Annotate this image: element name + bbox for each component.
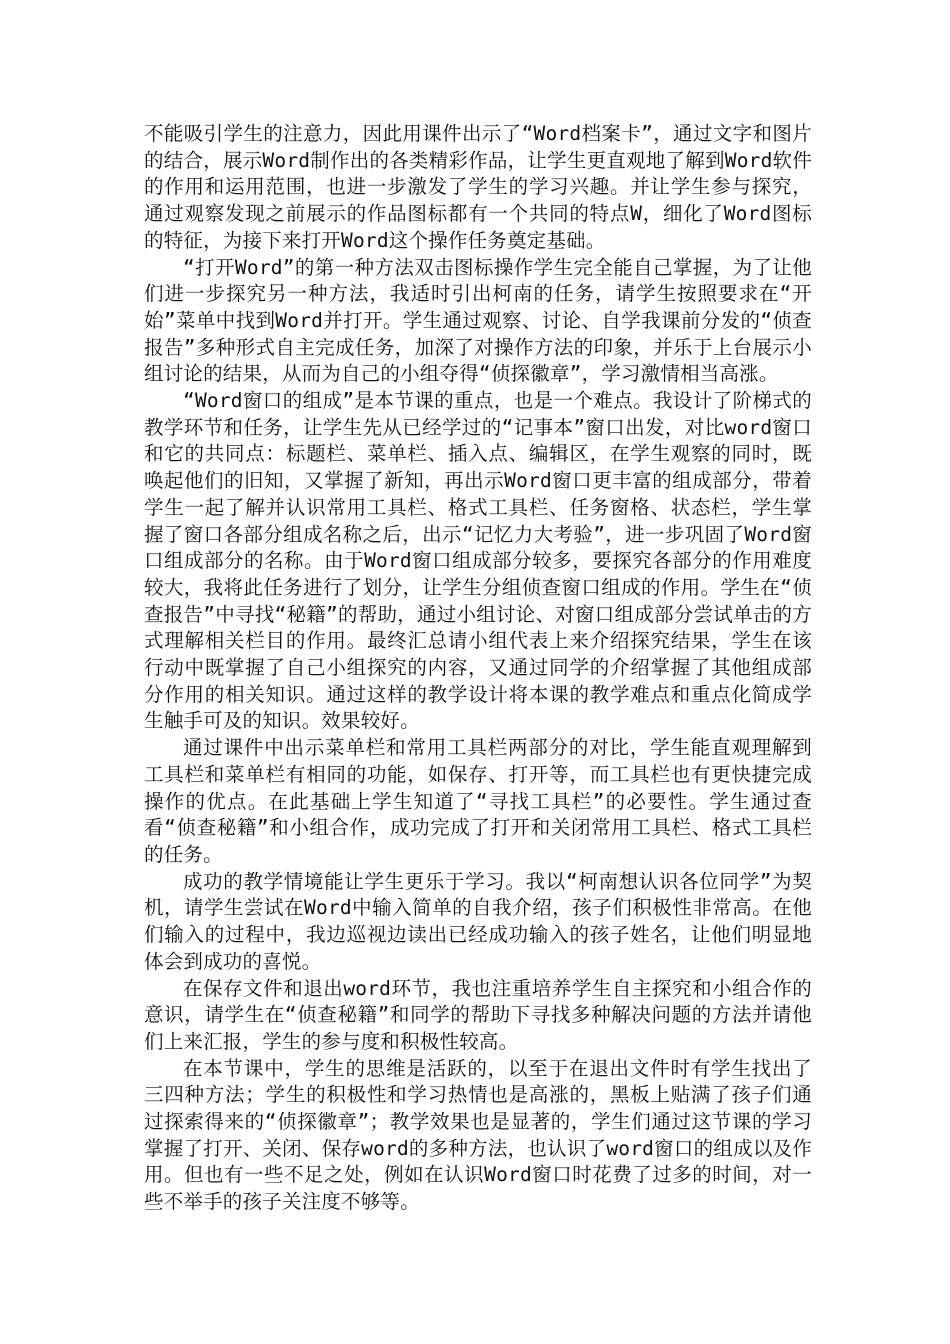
paragraph-6: 在保存文件和退出word环节，我也注重培养学生自主探究和小组合作的意识，请学生在“侦查秘籍”和同学的帮助下寻找多种解决问题的方法并请他们上来汇报，学生的参与度和积极性较高。 bbox=[144, 976, 812, 1053]
document-body bbox=[144, 121, 812, 1216]
paragraph-7: 在本节课中，学生的思维是活跃的，以至于在退出文件时有学生找出了三四种方法；学生的积极性和学习热情也是高涨的，黑板上贴满了孩子们通过探索得来的“侦探徽章”；教学效果也是显著的，学生们通过这节课的学习掌握了打开、关闭、保存word的多种方法，也认识了word窗口的组成以及作用。但也有一些不足之处，例如在认识Word窗口时花费了过多的时间，对一些不举手的孩子关注度不够等。 bbox=[144, 1056, 812, 1214]
paragraph-4: 通过课件中出示菜单栏和常用工具栏两部分的对比，学生能直观理解到工具栏和菜单栏有相同的功能，如保存、打开等，而工具栏也有更快捷完成操作的优点。在此基础上学生知道了“寻找工具栏”的必要性。学生通过查看“侦查秘籍”和小组合作，成功完成了打开和关闭常用工具栏、格式工具栏的任务。 bbox=[144, 736, 812, 866]
paragraph-1: 不能吸引学生的注意力，因此用课件出示了“Word档案卡”，通过文字和图片的结合，展示Word制作出的各类精彩作品，让学生更直观地了解到Word软件的作用和运用范围，也进一步激发了学生的学习兴趣。并让学生参与探究，通过观察发现之前展示的作品图标都有一个共同的特点W，细化了Word图标的特征，为接下来打开Word这个操作任务奠定基础。 bbox=[144, 122, 812, 252]
paragraph-2: “打开Word”的第一种方法双击图标操作学生完全能自己掌握，为了让他们进一步探究另一种方法，我适时引出柯南的任务，请学生按照要求在“开始”菜单中找到Word并打开。学生通过观察、讨论、自学我课前分发的“侦查报告”多种形式自主完成任务，加深了对操作方法的印象，并乐于上台展示小组讨论的结果，从而为自己的小组夺得“侦探徽章”，学习激情相当高涨。 bbox=[144, 255, 812, 386]
paragraph-5: 成功的教学情境能让学生更乐于学习。我以“柯南想认识各位同学”为契机，请学生尝试在Word中输入简单的自我介绍，孩子们积极性非常高。在他们输入的过程中，我边巡视边读出已经成功输入的孩子姓名，让他们明显地体会到成功的喜悦。 bbox=[144, 869, 812, 973]
paragraph-3: “Word窗口的组成”是本节课的重点，也是一个难点。我设计了阶梯式的教学环节和任务，让学生先从已经学过的“记事本”窗口出发，对比word窗口和它的共同点：标题栏、菜单栏、插入点、编辑区，在学生观察的同时，既唤起他们的旧知，又掌握了新知，再出示Word窗口更丰富的组成部分，带着学生一起了解并认识常用工具栏、格式工具栏、任务窗格、状态栏，学生掌握了窗口各部分组成名称之后，出示“记忆力大考验”，进一步巩固了Word窗口组成部分的名称。由于Word窗口组成部分较多，要探究各部分的作用难度较大，我将此任务进行了划分，让学生分组侦查窗口组成的作用。学生在“侦查报告”中寻找“秘籍”的帮助，通过小组讨论、对窗口组成部分尝试单击的方式理解相关栏目的作用。最终汇总请小组代表上来介绍探究结果，学生在该行动中既掌握了自己小组探究的内容，又通过同学的介绍掌握了其他组成部分作用的相关知识。通过这样的教学设计将本课的教学难点和重点化简成学生触手可及的知识。效果较好。 bbox=[144, 389, 812, 733]
